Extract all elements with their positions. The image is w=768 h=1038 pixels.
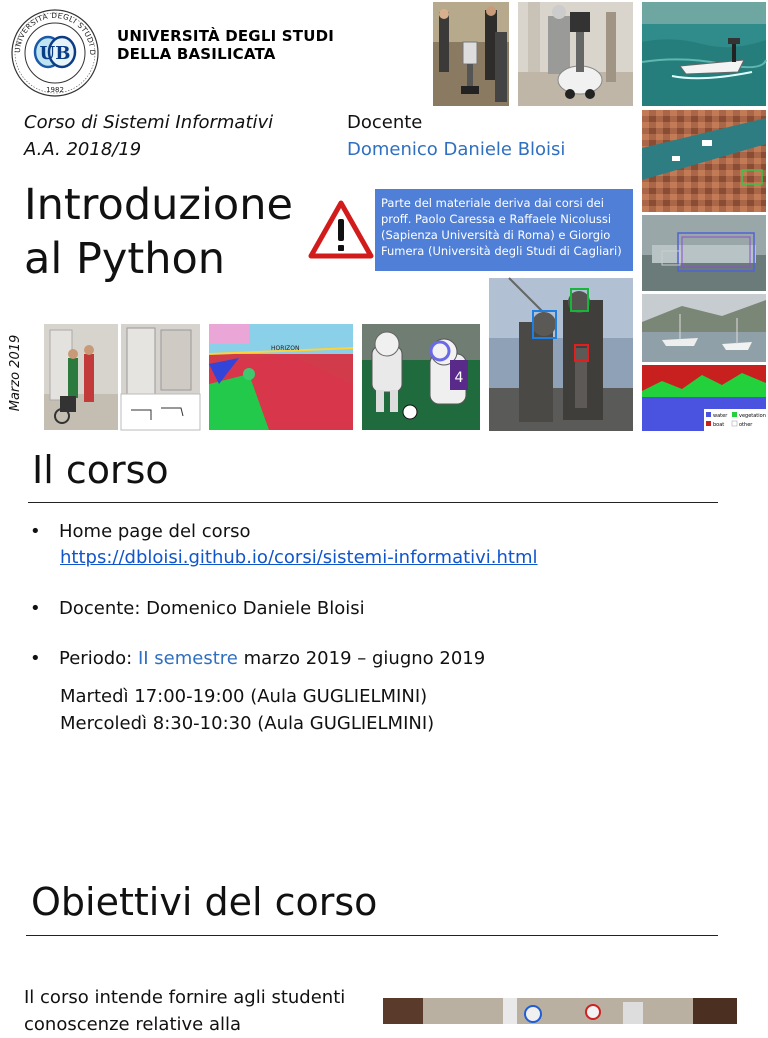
- teacher-label: Docente: [347, 112, 423, 133]
- course-info: [24, 109, 273, 163]
- course-homepage-link[interactable]: https://dbloisi.github.io/corsi/sistemi-informativi.html: [60, 547, 538, 568]
- periodo-label: Periodo:: [59, 648, 138, 669]
- heading-divider: [28, 502, 718, 503]
- photo-harbor-tracking: [642, 215, 766, 291]
- objectives-text-line1: Il corso intende fornire agli studenti: [24, 987, 346, 1008]
- periodo-dates: marzo 2019 – giugno 2019: [237, 648, 486, 669]
- photo-service-robot: [518, 2, 633, 106]
- photo-doors-map: [121, 324, 200, 430]
- periodo-semester: II semestre: [137, 648, 238, 669]
- university-name-line2: DELLA BASILICATA: [117, 45, 276, 63]
- date-vertical-text: Marzo 2019: [8, 334, 23, 412]
- teacher-name: Domenico Daniele Bloisi: [347, 139, 566, 160]
- bullet-dot: •: [30, 521, 41, 542]
- photo-soccer-field-segmentation: [209, 324, 353, 430]
- bullet-homepage-text: Home page del corso: [59, 521, 251, 542]
- photo-autonomous-boat: [642, 2, 766, 106]
- bullet-docente-text: Docente: Domenico Daniele Bloisi: [59, 598, 365, 619]
- photo-nao-robots: [362, 324, 480, 430]
- schedule-tuesday: Martedì 17:00-19:00 (Aula GUGLIELMINI): [60, 686, 428, 707]
- section-heading-obiettivi: Obiettivi del corso: [31, 880, 378, 924]
- legend-other: other: [739, 422, 753, 428]
- bullet-dot: •: [30, 648, 41, 669]
- photo-corridor-people: [44, 324, 118, 430]
- heading-divider: [26, 935, 718, 936]
- bullet-periodo-text: [59, 646, 485, 672]
- bullet-docente: [30, 596, 730, 622]
- photo-statues-detection: [489, 278, 633, 431]
- objectives-text-line2: conoscenze relative alla: [24, 1014, 242, 1035]
- photo-robots-lab: [383, 998, 737, 1024]
- bullet-dot: •: [30, 598, 41, 619]
- bullet-periodo: [30, 646, 730, 672]
- bullet-homepage: [30, 519, 730, 545]
- photo-segmentation-map: [642, 365, 766, 431]
- date-vertical: [4, 332, 28, 414]
- legend-water: water: [713, 413, 728, 419]
- svg-text:UB: UB: [39, 43, 71, 64]
- page-title: [24, 178, 293, 286]
- photo-robot-crowd: [433, 2, 509, 106]
- university-logo: [6, 8, 104, 98]
- warning-icon: [308, 200, 374, 260]
- photo-venice-aerial: [642, 110, 766, 212]
- section-heading-il-corso: Il corso: [32, 448, 169, 492]
- legend-boat: boat: [713, 422, 725, 428]
- logo-year: 1982: [46, 86, 64, 94]
- schedule-wednesday: Mercoledì 8:30-10:30 (Aula GUGLIELMINI): [60, 713, 435, 734]
- robot-number: 4: [454, 370, 464, 386]
- photo-sailboats: [642, 294, 766, 362]
- university-name: [117, 27, 334, 63]
- logo-seal-text: UNIVERSITÀ DEGLI STUDI D: [12, 10, 98, 56]
- title-line2: al Python: [24, 234, 226, 284]
- course-year: A.A. 2018/19: [24, 139, 142, 160]
- horizon-label: HORIZON: [271, 345, 300, 352]
- legend-vegetation: vegetation: [739, 413, 766, 419]
- teacher-info: [347, 109, 565, 163]
- source-note: Parte del materiale deriva dai corsi dei proff. Paolo Caressa e Raffaele Nicolussi (Sapienza Università di Roma) e Giorgio Fumera (Università degli Studi di Cagliari): [375, 189, 633, 271]
- university-name-line1: UNIVERSITÀ DEGLI STUDI: [117, 27, 335, 45]
- course-name: Corso di Sistemi Informativi: [24, 112, 274, 133]
- title-line1: Introduzione: [24, 180, 293, 230]
